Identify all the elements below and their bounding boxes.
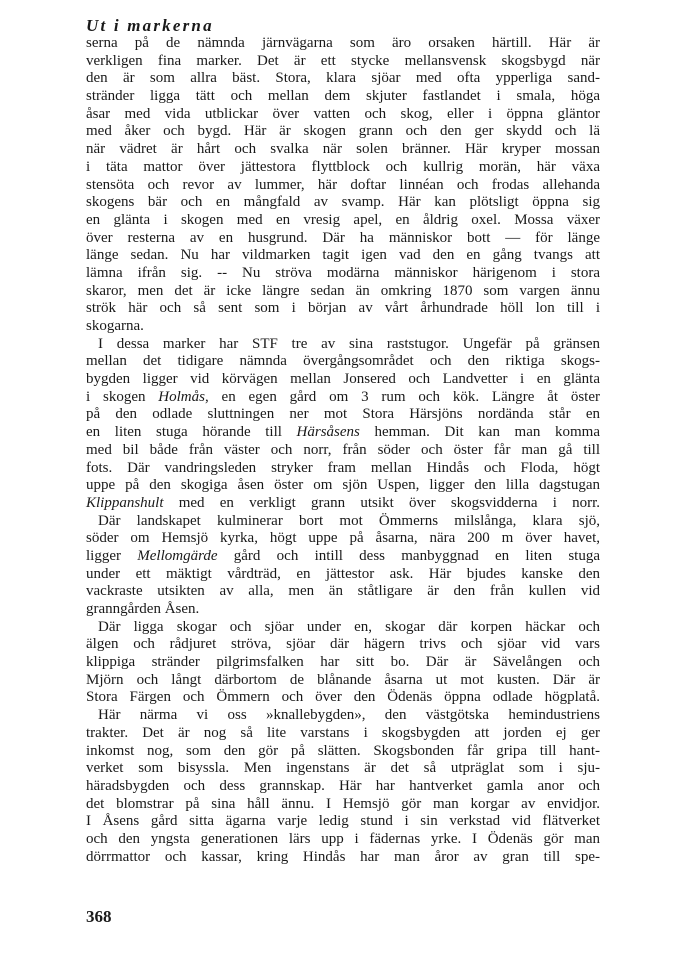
text-run: stränder ligga tätt och mellan dem skjuter fastlandet i smala, höga: [86, 88, 600, 105]
text-run: skogarna.: [86, 318, 144, 334]
text-run: gård och intill dess manbyggnad en liten stuga: [217, 547, 600, 564]
italic-place-name: Härsåsens: [296, 424, 360, 441]
text-run: häradsbygden och dess grannskap. Här har hantverket gamla anor och: [86, 777, 600, 794]
text-line: [86, 53, 600, 71]
text-run: skaror, men det är icke längre sedan än omkring 1870 som vargen ännu: [86, 282, 600, 299]
text-run: Stora Färgen och Ömmern och över den Ödenäs öppna odlade högplatå.: [86, 689, 600, 706]
text-line: [86, 583, 600, 601]
text-line: [86, 353, 600, 371]
text-run: hemman. Dit kan man komma: [359, 424, 600, 441]
text-line: [86, 495, 600, 513]
text-line: [86, 247, 600, 265]
text-line: [86, 548, 600, 566]
body-text: [86, 35, 600, 866]
italic-place-name: Klippanshult: [86, 494, 164, 511]
text-run: granngården Åsen.: [86, 601, 200, 617]
text-run: Där ligga skogar och sjöar under en, skogar där korpen häckar och: [98, 618, 600, 635]
text-run: trakter. Det är nog så lite varstans i skogsbygden att jorden ej ger: [86, 724, 600, 741]
text-run: skogens bär och en mångfald av svamp. Här kan plötsligt öppna sig: [86, 194, 600, 211]
text-line: [86, 442, 600, 460]
text-run: det blomstrar på sina håll ännu. I Hemsjö gör man korgar av envidjor.: [86, 795, 600, 812]
text-line: [86, 141, 600, 159]
text-line: [86, 159, 600, 177]
text-line: [86, 177, 600, 195]
text-run: i skogen: [86, 388, 159, 405]
text-run: , en egen gård om 3 rum och kök. Längre åt öster: [204, 388, 600, 405]
text-run: länge sedan. Nu har vildmarken tagit igen vad den en gång tvangs att: [86, 247, 600, 264]
text-run: verket som bisyssla. Men ingenstans är det så utpräglat som i sju-: [86, 760, 600, 777]
text-line: [86, 743, 600, 761]
text-line: [86, 424, 600, 442]
running-header: Ut i markerna: [86, 16, 214, 35]
text-run: serna på de nämnda järnvägarna som äro orsaken härtill. Här är: [86, 35, 600, 51]
italic-place-name: Mellomgärde: [137, 547, 218, 564]
text-run: och den yngsta generationen lärs upp i fädernas yrke. I Ödenäs gör man: [86, 830, 600, 847]
italic-place-name: Holmås: [158, 388, 205, 405]
text-run: stensöta och revor av lummer, här doftar linnéan och frodas allehanda: [86, 176, 600, 193]
text-run: uppe på den skogiga åsen öster om sjön Uspen, ligger den lilla dagstugan: [86, 477, 600, 494]
paragraph-first-line: [86, 619, 600, 637]
text-run: den är som allra bäst. Stora, klara sjöar med ofta ypperliga sand-: [86, 70, 600, 87]
text-run: på den odlade sluttningen ner mot Stora Härsjöns nordända står en: [86, 406, 600, 423]
text-run: med åker och bygd. Här är skogen grann och den ger skydd och lä: [86, 123, 600, 140]
text-line: [86, 796, 600, 814]
text-run: Här närma vi oss »knallebygden», den västgötska hemindustriens: [98, 707, 600, 724]
text-run: söder om Hemsjö kyrka, högt uppe på åsarna, nära 200 m över havet,: [86, 530, 600, 547]
text-line: [86, 778, 600, 796]
paragraph-first-line: [86, 513, 600, 531]
text-run: Mjörn och långt därbortom de blånande åsarna ut mot kusten. Där är: [86, 671, 600, 688]
text-run: älgen och rådjuret ströva, sjöar där hägern trivs och sjöar vid vars: [86, 636, 600, 653]
text-line: [86, 88, 600, 106]
text-line: [86, 123, 600, 141]
text-run: i täta mattor över jättestora flyttblock och kullrig morän, här växa: [86, 158, 600, 175]
text-run: lämna ifrån sig. -- Nu ströva modärna människor härigenom i stora: [86, 264, 600, 281]
text-line: [86, 636, 600, 654]
text-run: när vädret är hårt och svalka när solen bränner. Här kryper mossan: [86, 141, 600, 158]
text-line: [86, 689, 600, 707]
text-run: strök här och så sent som i början av vårt århundrade höll lon till i: [86, 300, 600, 317]
text-line: [86, 389, 600, 407]
text-line: [86, 212, 600, 230]
text-line: [86, 194, 600, 212]
text-run: åsar med vida utblickar över vatten och skog, eller i öppna gläntor: [86, 105, 600, 122]
text-line: [86, 230, 600, 248]
text-line: [86, 672, 600, 690]
text-line: [86, 283, 600, 301]
text-line: [86, 601, 600, 619]
text-run: klippiga stränder pilgrimsfalken har sitt bo. Där är Sävelången och: [86, 654, 600, 671]
text-line: [86, 70, 600, 88]
text-run: dörrmattor och kassar, kring Hindås har man åror av gran till spe-: [86, 848, 600, 865]
paragraph-first-line: [86, 707, 600, 725]
text-line: [86, 654, 600, 672]
text-run: I Åsens gård sitta ägarna varje ledig stund i sin verkstad vid flätverket: [86, 813, 600, 830]
text-line: [86, 106, 600, 124]
text-line: [86, 725, 600, 743]
text-line: [86, 371, 600, 389]
text-line: [86, 530, 600, 548]
text-line: [86, 35, 600, 53]
paragraph-first-line: [86, 336, 600, 354]
text-run: en liten stuga hörande till: [86, 424, 297, 441]
text-run: I dessa marker har STF tre av sina raststugor. Ungefär på gränsen: [98, 335, 600, 352]
text-run: ligger: [86, 547, 138, 564]
text-line: [86, 760, 600, 778]
text-line: [86, 566, 600, 584]
text-run: en glänta i skogen med en vresig apel, en åldrig oxel. Mossa växer: [86, 211, 600, 228]
text-line: [86, 813, 600, 831]
text-line: [86, 460, 600, 478]
text-run: fots. Där vandringsleden stryker fram mellan Hindås och Floda, högt: [86, 459, 600, 476]
text-run: med bil både från väster och norr, från söder och öster får man gå till: [86, 441, 600, 458]
text-line: [86, 300, 600, 318]
text-line: [86, 265, 600, 283]
text-line: [86, 849, 600, 867]
text-run: vackraste utsikten av alla, men än ståtligare är den från kullen vid: [86, 583, 600, 600]
text-run: över resterna av en husgrund. Där ha människor bott — för länge: [86, 229, 600, 246]
text-line: [86, 477, 600, 495]
page-number: 368: [86, 907, 112, 926]
text-run: Där landskapet kulminerar bort mot Ömmerns milslånga, klara sjö,: [98, 512, 600, 529]
text-run: med en verkligt grann utsikt över skogsvidderna i norr.: [163, 494, 600, 511]
text-run: mellan det tidigare nämnda övergångsområdet och den riktiga skogs-: [86, 353, 600, 370]
text-run: bygden ligger vid körvägen mellan Jonsered och Landvetter i en glänta: [86, 371, 600, 388]
text-line: [86, 318, 600, 336]
text-run: verkligen fina marker. Det är ett stycke mellansvensk skogsbygd när: [86, 52, 600, 69]
text-run: under ett mäktigt vårdträd, en jättestor ask. Här bjudes kanske den: [86, 565, 600, 582]
text-run: inkomst nog, som den gör på slätten. Skogsbonden får gripa till hant-: [86, 742, 600, 759]
text-line: [86, 831, 600, 849]
text-line: [86, 406, 600, 424]
